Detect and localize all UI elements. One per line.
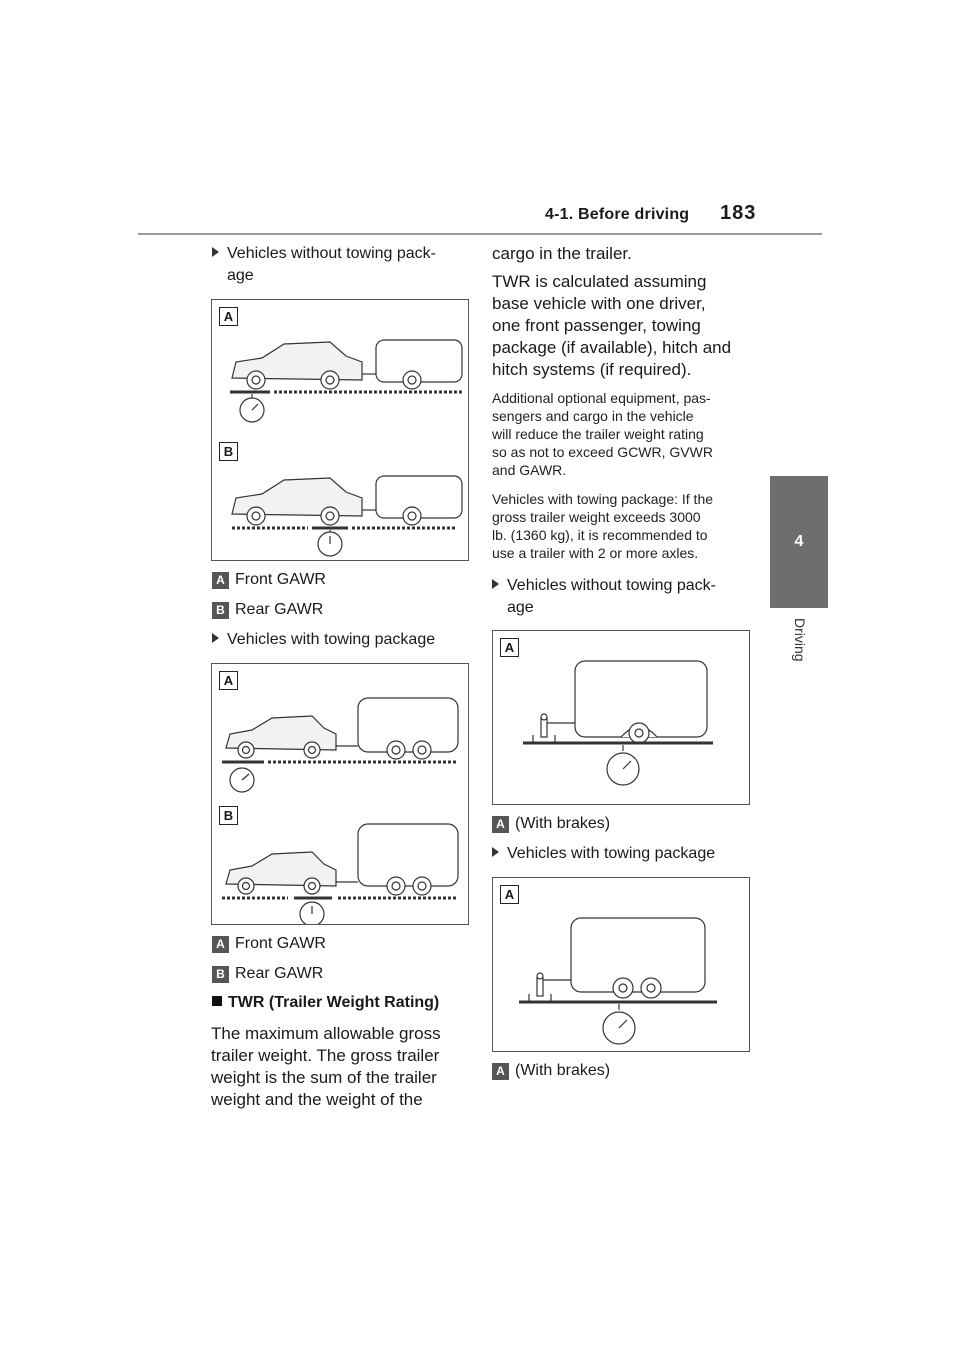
note-towing-package-axles (492, 490, 752, 562)
note-line: gross trailer weight exceeds 3000 (492, 509, 701, 525)
figure-label-b: B (219, 442, 238, 461)
note-line: lb. (1360 kg), it is recommended to (492, 527, 708, 543)
paragraph-line: base vehicle with one driver, (492, 294, 706, 313)
bullet-text: Vehicles with towing package (227, 631, 436, 648)
note-line: Vehicles with towing package: If the (492, 491, 714, 507)
chapter-tab (770, 476, 828, 608)
paragraph-line: TWR is calculated assuming (492, 272, 707, 291)
twr-heading (212, 994, 439, 1012)
legend-rear-gawr-2 (212, 965, 323, 983)
arrow-bullet-icon (212, 633, 219, 643)
legend-text: (With brakes) (515, 815, 611, 832)
bullet-without-towing-2 (492, 575, 752, 619)
legend-rear-gawr-1 (212, 601, 323, 619)
legend-box-a: A (492, 1063, 509, 1080)
square-bullet-icon (212, 996, 222, 1006)
paragraph-line: trailer weight. The gross trailer (211, 1046, 440, 1065)
twr-paragraph (211, 1023, 481, 1111)
paragraph-line: weight is the sum of the trailer (211, 1068, 437, 1087)
legend-box-b: B (212, 602, 229, 619)
paragraph-line: package (if available), hitch and (492, 338, 732, 357)
paragraph-line: weight and the weight of the (211, 1090, 423, 1109)
paragraph-line: hitch systems (if required). (492, 360, 692, 379)
figure-gawr-without-towing (211, 299, 469, 561)
figure-label-a: A (500, 885, 519, 904)
figure-label-a: A (219, 307, 238, 326)
note-line: so as not to exceed GCWR, GVWR (492, 444, 713, 460)
legend-with-brakes-2 (492, 1062, 610, 1080)
legend-front-gawr-2 (212, 935, 326, 953)
page-number: 183 (720, 202, 757, 224)
section-title: 4-1. Before driving (545, 206, 690, 223)
figure-twr-with-towing (492, 877, 750, 1052)
paragraph-continued: cargo in the trailer. (492, 244, 632, 263)
bullet-text: Vehicles without towing pack- age (227, 245, 436, 284)
legend-text: Rear GAWR (235, 965, 324, 982)
bullet-with-towing-2 (492, 843, 762, 865)
note-line: will reduce the trailer weight rating (492, 426, 704, 442)
note-additional-equipment (492, 389, 752, 479)
chapter-label-text: Driving (792, 618, 808, 662)
legend-box-a: A (212, 572, 229, 589)
bullet-text: Vehicles without towing pack- age (507, 577, 716, 616)
bullet-text: Vehicles with towing package (507, 845, 716, 862)
legend-text: Rear GAWR (235, 601, 324, 618)
paragraph-line: The maximum allowable gross (211, 1024, 441, 1043)
figure-gawr-with-towing (211, 663, 469, 925)
legend-box-a: A (212, 936, 229, 953)
gawr-illustration-1 (212, 300, 468, 560)
legend-text: (With brakes) (515, 1062, 611, 1079)
arrow-bullet-icon (492, 579, 499, 589)
note-line: sengers and cargo in the vehicle (492, 408, 694, 424)
legend-box-b: B (212, 966, 229, 983)
legend-front-gawr-1 (212, 571, 326, 589)
chapter-number: 4 (794, 533, 804, 550)
twr-illustration-2 (493, 878, 749, 1051)
gawr-illustration-2 (212, 664, 468, 924)
legend-box-a: A (492, 816, 509, 833)
note-line: and GAWR. (492, 462, 567, 478)
note-line: use a trailer with 2 or more axles. (492, 545, 699, 561)
legend-text: Front GAWR (235, 935, 326, 952)
legend-text: Front GAWR (235, 571, 326, 588)
bullet-without-towing (212, 243, 472, 287)
twr-illustration-1 (493, 631, 749, 804)
legend-with-brakes-1 (492, 815, 610, 833)
arrow-bullet-icon (212, 247, 219, 257)
figure-twr-without-towing (492, 630, 750, 805)
figure-label-b: B (219, 806, 238, 825)
header-rule (138, 233, 822, 235)
paragraph-line: one front passenger, towing (492, 316, 701, 335)
twr-heading-text: TWR (Trailer Weight Rating) (228, 994, 440, 1011)
figure-label-a: A (219, 671, 238, 690)
twr-calculation-paragraph (492, 271, 762, 381)
bullet-with-towing (212, 629, 482, 651)
arrow-bullet-icon (492, 847, 499, 857)
note-line: Additional optional equipment, pas- (492, 390, 711, 406)
figure-label-a: A (500, 638, 519, 657)
